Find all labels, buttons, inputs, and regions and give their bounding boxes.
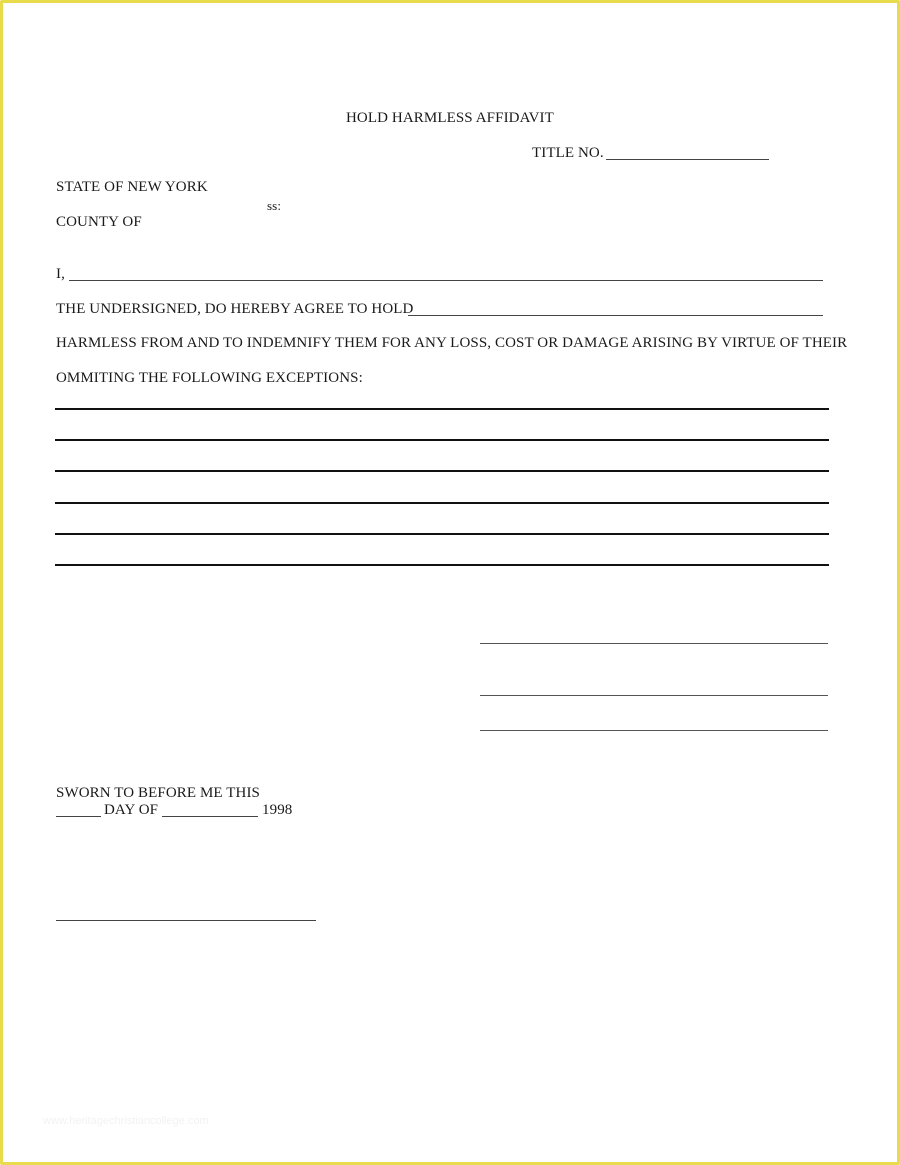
exception-line-6[interactable] [55,564,829,566]
hold-party-field[interactable] [408,315,823,316]
signature-line-3[interactable] [480,730,828,731]
year-text: 1998 [262,802,293,818]
name-field[interactable] [69,280,823,281]
county-label: COUNTY OF [56,214,142,230]
exception-line-2[interactable] [55,439,829,441]
state-label: STATE OF NEW YORK [56,179,208,195]
omitting-text: OMMITING THE FOLLOWING EXCEPTIONS: [56,370,363,386]
document-title: HOLD HARMLESS AFFIDAVIT [346,110,554,126]
signature-line-1[interactable] [480,643,828,644]
watermark: www.heritagechristiancollege.com [43,1115,209,1127]
title-no-field[interactable] [606,159,769,160]
exception-line-4[interactable] [55,502,829,504]
title-no-label: TITLE NO. [532,145,604,161]
exception-line-1[interactable] [55,408,829,410]
month-field[interactable] [162,816,258,817]
exception-line-5[interactable] [55,533,829,535]
sworn-text: SWORN TO BEFORE ME THIS [56,785,260,801]
exception-line-3[interactable] [55,470,829,472]
notary-signature-line[interactable] [56,920,316,921]
harmless-text: HARMLESS FROM AND TO INDEMNIFY THEM FOR ANY LOSS, COST OR DAMAGE ARISING BY VIRTUE OF THEIR [56,335,848,351]
day-field[interactable] [56,816,101,817]
ss-label: ss: [267,198,282,213]
i-label: I, [56,266,65,282]
day-of-text: DAY OF [104,802,159,818]
undersigned-text: THE UNDERSIGNED, DO HEREBY AGREE TO HOLD [56,301,414,317]
signature-line-2[interactable] [480,695,828,696]
